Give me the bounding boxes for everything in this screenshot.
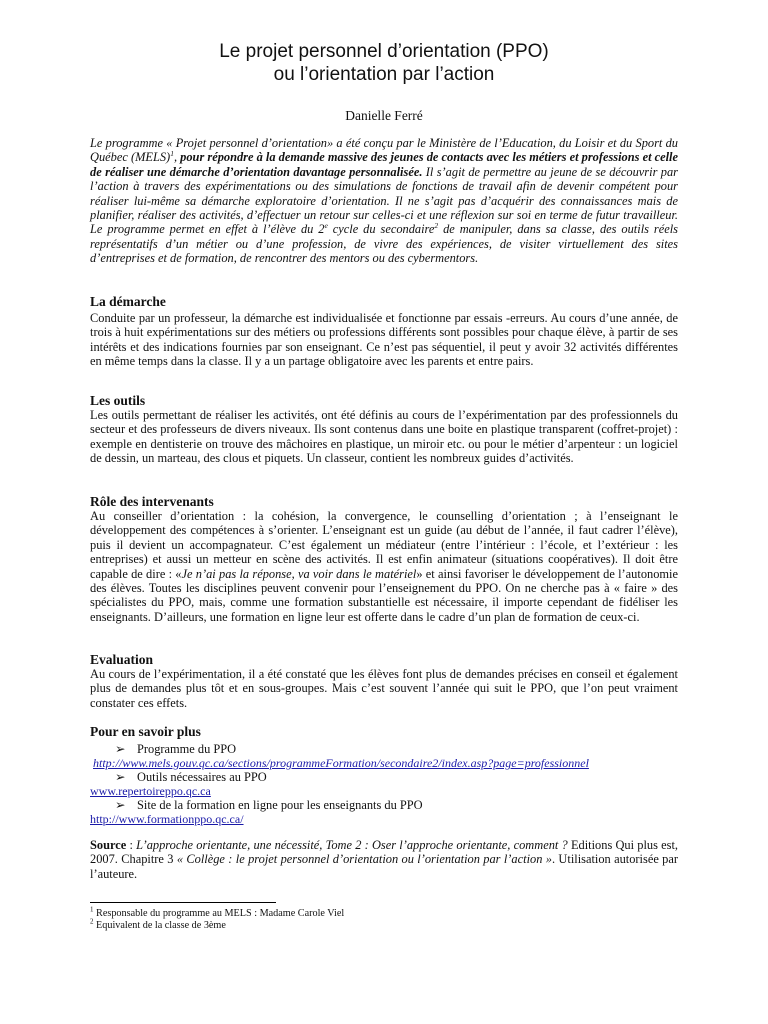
demarche-paragraph: Conduite par un professeur, la démarche est individualisée et fonctionne par essais -erreurs. Au cours d’une année, de trois à huit expérimentations sur des métiers ou professions différents sont possibles pour chaque élève, à partir de ses intérêts et des indications fournies par son enseignant. Ce n’est pas séquentiel, il peut y avoir 32 activités différentes en même temps dans la classe. Il y a un partage obligatoire avec les parents et entre pairs.: [90, 311, 678, 369]
more-item-label: Programme du PPO: [137, 742, 237, 756]
more-item-3: [115, 797, 423, 813]
source-label: Source: [90, 838, 127, 852]
source-paragraph: [90, 838, 678, 881]
source-book-title: L’approche orientante, une nécessité, Tome 2 : Oser l’approche orientante, comment ?: [136, 838, 568, 852]
heading-more: Pour en savoir plus: [90, 724, 201, 739]
title-line-2: ou l’orientation par l’action: [273, 64, 495, 85]
source-chapter-title: « Collège : le projet personnel d’orientation ou l’orientation par l’action »: [176, 852, 552, 867]
heading-outils: Les outils: [90, 393, 146, 408]
footnote-2: [90, 917, 226, 931]
intro-text-2: ,: [173, 150, 181, 165]
outils-paragraph: Les outils permettant de réaliser les activités, ont été définis au cours de l’expérimentation par des professionnels du secteur et des professeurs de divers niveaux. Ils sont contenus dans une boite en plastique transparent (coffret-projet) : exemple en dentisterie on trouve des mâchoires en plastique, un miroir etc. ou pour le métier d’arpenteur : un logiciel de dessin, un marteau, des clous et piquets. Un classeur, contient les nombreux guides d’activités.: [90, 408, 678, 466]
footnote-1: [90, 905, 345, 919]
evaluation-paragraph: Au cours de l’expérimentation, il a été constaté que les élèves font plus de demandes précises en conseil et également plus de demandes plus tôt et en sous-groupes. Mais c’est souvent l’année qui suit le PPO, que l’on peut vraiment constater ces effets.: [90, 667, 678, 710]
arrow-bullet-icon: ➢: [115, 770, 126, 784]
more-item-label: Outils nécessaires au PPO: [137, 770, 267, 784]
role-text-2: » et ainsi favoriser le développement de l’autonomie des élèves. Toutes les disciplines peuvent convenir pour l’enseignement du PPO. On ne cherche pas à « faire » des spécialistes du PPO, mais, comme une formation substantielle est nécessaire, il importe cependant de fidéliser les enseignants. D’ailleurs, une formation en ligne leur est offerte dans le cadre d’un plan de formation de ceux-ci.: [90, 566, 678, 624]
more-item-1: [115, 741, 236, 757]
footnote-ref-2: 2: [434, 221, 439, 231]
intro-text-1: Le programme « Projet personnel d’orientation» a été conçu par le Ministère de l’Education, du Loisir et du Sport du Québec (MELS): [90, 136, 678, 165]
footnote-text: Equivalent de la classe de 3ème: [93, 920, 226, 931]
heading-role: Rôle des intervenants: [90, 494, 214, 509]
intro-text-4: cycle du secondaire: [327, 222, 435, 237]
arrow-bullet-icon: ➢: [115, 742, 126, 756]
more-item-2: [115, 769, 267, 785]
intro-bold-text: pour répondre à la demande massive des jeunes de contacts avec les métiers et professions et celle de réaliser une démarche d’orientation davantage personnalisée.: [90, 150, 679, 179]
footnote-ref-1: 1: [170, 149, 174, 159]
intro-text-5: de manipuler, dans sa classe, des outils réels représentatifs d’un métier ou d’une profession, de vivre des expériences, de visiter virtuellement des sites d’entreprises et de formation, de rencontrer des mentors ou des cybermentors.: [90, 222, 678, 266]
heading-demarche: La démarche: [90, 294, 166, 309]
link-mels-programme[interactable]: http://www.mels.gouv.qc.ca/sections/programmeFormation/secondaire2/index.asp?page=professionnel: [93, 756, 589, 770]
role-quote: Je n’ai pas la réponse, va voir dans le matériel: [181, 566, 417, 581]
source-text-1: Editions Qui plus est, 2007. Chapitre 3: [90, 838, 678, 867]
intro-text-3: Il s’agit de permettre au jeune de se découvrir par l’action à travers des expérimentations ou des simulations de fonctions de travail afin de devenir compétent pour réaliser lui-même sa démarche exploratoire d’orientation. Il ne s’agit pas d’acquérir des connaissances mais de planifier, réaliser des activités, d’effectuer un retour sur celles-ci et une réflexion sur soi en terme de futur travailleur. Le programme permet en effet à l’élève du 2: [90, 164, 678, 237]
footnote-divider: [90, 902, 276, 903]
title-line-1: Le projet personnel d’orientation (PPO): [219, 41, 549, 62]
document-title: [0, 40, 768, 86]
footnote-text: Responsable du programme au MELS : Madame Carole Viel: [93, 908, 345, 919]
source-text-2: . Utilisation autorisée par l’auteure.: [90, 852, 679, 881]
footnote-number: 1: [90, 905, 94, 914]
source-sep: :: [126, 838, 137, 852]
role-text-1: Au conseiller d’orientation : la cohésion, la convergence, le counselling d’orientation ; à l’enseignant le développement des compétences à s’orienter. L’enseignant est un guide (au début de l’année, il faut cadrer l’élève), puis il devient un accompagnateur. C’est également un médiateur (entre l’intérieur : l’école, et l’extérieur : les entreprises) et aussi un metteur en scène des activités. Il est enfin animateur (situations coopératives). Il doit être capable de dire : «: [90, 509, 678, 581]
more-item-label: Site de la formation en ligne pour les enseignants du PPO: [137, 798, 423, 812]
link-formation-ppo[interactable]: http://www.formationppo.qc.ca/: [90, 812, 244, 826]
heading-evaluation: Evaluation: [90, 652, 154, 667]
arrow-bullet-icon: ➢: [115, 798, 126, 812]
link-repertoire-ppo[interactable]: www.repertoireppo.qc.ca: [90, 784, 211, 798]
superscript-e: e: [324, 221, 328, 231]
intro-paragraph: [90, 136, 678, 266]
footnote-number: 2: [90, 917, 94, 926]
author-name: Danielle Ferré: [345, 108, 423, 123]
role-paragraph: [90, 509, 678, 624]
